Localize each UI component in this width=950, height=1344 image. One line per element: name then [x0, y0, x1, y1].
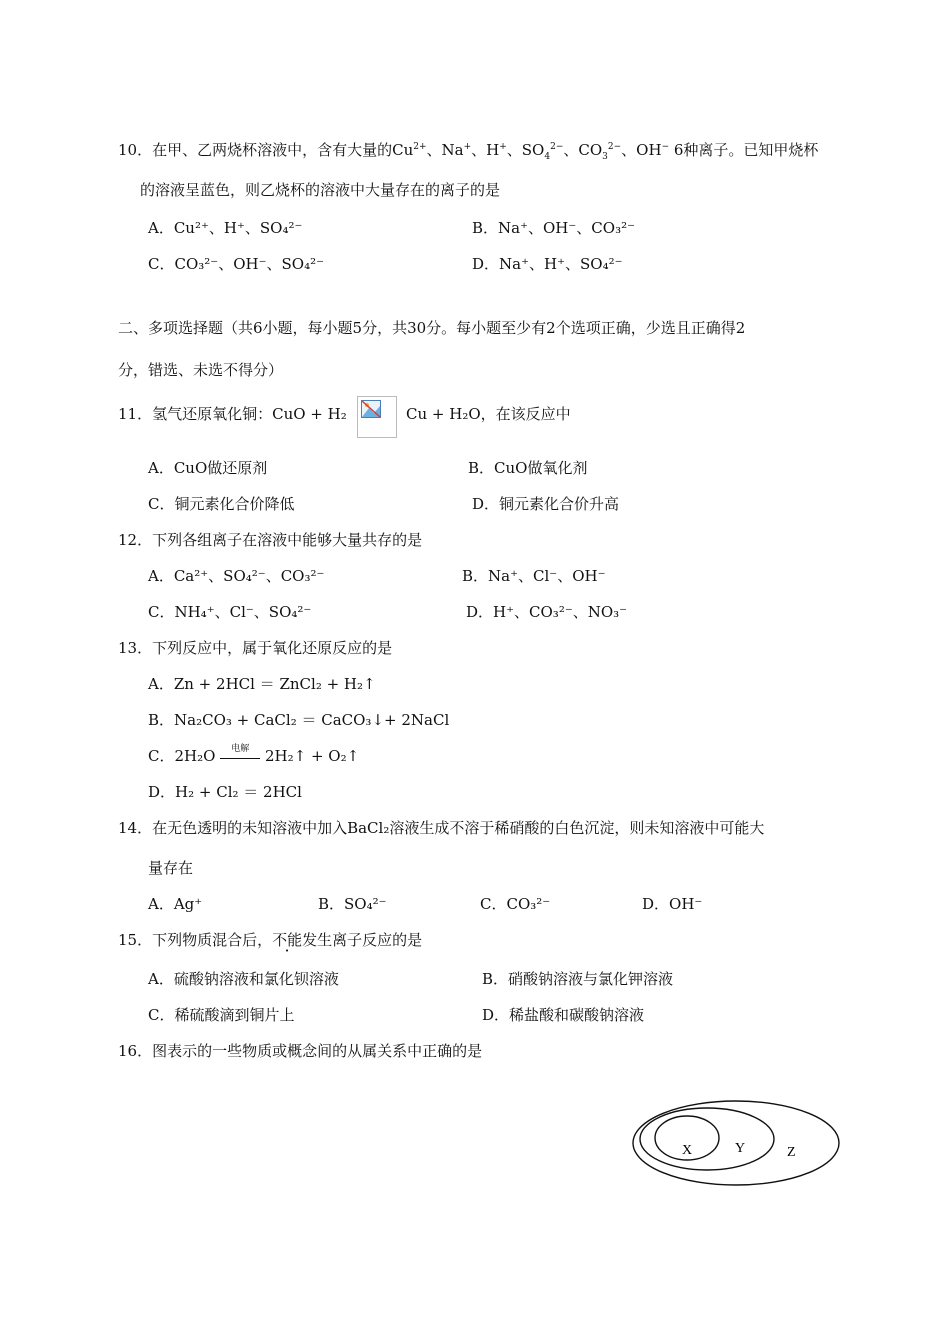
q10-stem-line1: 10．在甲、乙两烧杯溶液中，含有大量的$Cu^{2+}$、Na+、H+、$SO_4^{2-}$、$CO_3^{2-}$、OH− 6种离子。已知甲烧杯: [118, 141, 819, 162]
q12-option-b: B．Na⁺、Cl⁻、OH⁻: [462, 567, 606, 585]
q14-stem-line1: 14．在无色透明的未知溶液中加入BaCl₂溶液生成不溶于稀硝酸的白色沉淀，则未知溶液中可能大: [118, 819, 765, 837]
q14-option-b: B．SO₄²⁻: [318, 895, 387, 913]
section2-heading-line2: 分，错选、未选不得分）: [118, 361, 284, 379]
q14-option-a: A．Ag⁺: [148, 895, 203, 913]
venn-label-y: Y: [735, 1141, 746, 1156]
q10-option-b: B．Na⁺、OH⁻、CO₃²⁻: [472, 219, 636, 237]
q16-stem: 16．图表示的一些物质或概念间的从属关系中正确的是: [118, 1042, 483, 1060]
q12-option-d: D．H⁺、CO₃²⁻、NO₃⁻: [466, 603, 628, 621]
q11-option-c: C．铜元素化合价降低: [148, 495, 295, 513]
venn-ellipse-y: [640, 1108, 774, 1170]
q14-option-c: C．CO₃²⁻: [480, 895, 551, 913]
q11-option-b: B．CuO做氧化剂: [468, 459, 588, 477]
venn-label-z: Z: [787, 1145, 796, 1160]
q10-option-a: A．Cu²⁺、H⁺、SO₄²⁻: [148, 219, 303, 237]
q10-stem-line2: 的溶液呈蓝色，则乙烧杯的溶液中大量存在的离子的是: [140, 181, 501, 199]
q13-stem: 13．下列反应中，属于氧化还原反应的是: [118, 639, 393, 657]
q13-option-b: B．Na₂CO₃ + CaCl₂ ＝ CaCO₃↓+ 2NaCl: [148, 711, 450, 729]
q15-option-a: A．硫酸钠溶液和氯化钡溶液: [148, 970, 339, 988]
reaction-arrow: [220, 743, 260, 759]
q15-stem: 15．下列物质混合后，不能发生离子反应的是: [118, 931, 423, 949]
q13-option-d: D．H₂ + Cl₂ ＝ 2HCl: [148, 783, 302, 801]
q12-option-a: A．Ca²⁺、SO₄²⁻、CO₃²⁻: [148, 567, 325, 585]
reaction-condition: 电解: [231, 743, 250, 754]
q11-option-d: D．铜元素化合价升高: [472, 495, 620, 513]
q13-option-a: A．Zn + 2HCl ＝ ZnCl₂ + H₂↑: [148, 675, 376, 693]
broken-image-icon: [357, 396, 397, 438]
venn-diagram: [630, 1098, 842, 1190]
q11-stem-part1: 11．氢气还原氧化铜：CuO + H₂: [118, 405, 347, 423]
q11-option-a: A．CuO做还原剂: [148, 459, 268, 477]
q15-option-c: C．稀硫酸滴到铜片上: [148, 1006, 295, 1024]
venn-label-x: X: [682, 1143, 693, 1158]
emphasis-text: 不能: [272, 931, 303, 949]
q15-option-d: D．稀盐酸和碳酸钠溶液: [482, 1006, 645, 1024]
q14-option-d: D．OH⁻: [642, 895, 703, 913]
q10-option-c: C．CO₃²⁻、OH⁻、SO₄²⁻: [148, 255, 325, 273]
q15-option-b: B．硝酸钠溶液与氯化钾溶液: [482, 970, 674, 988]
q13-option-c: C．2H₂O 电解 2H₂↑ + O₂↑: [148, 743, 360, 765]
section2-heading-line1: 二、多项选择题（共6小题，每小题5分，共30分。每小题至少有2个选项正确，少选且正确得2: [118, 319, 746, 337]
q14-stem-line2: 量存在: [148, 859, 194, 877]
q10-option-d: D．Na⁺、H⁺、SO₄²⁻: [472, 255, 623, 273]
q12-stem: 12．下列各组离子在溶液中能够大量共存的是: [118, 531, 423, 549]
q11-stem-part2: Cu + H₂O，在该反应中: [406, 405, 571, 423]
q12-option-c: C．NH₄⁺、Cl⁻、SO₄²⁻: [148, 603, 312, 621]
